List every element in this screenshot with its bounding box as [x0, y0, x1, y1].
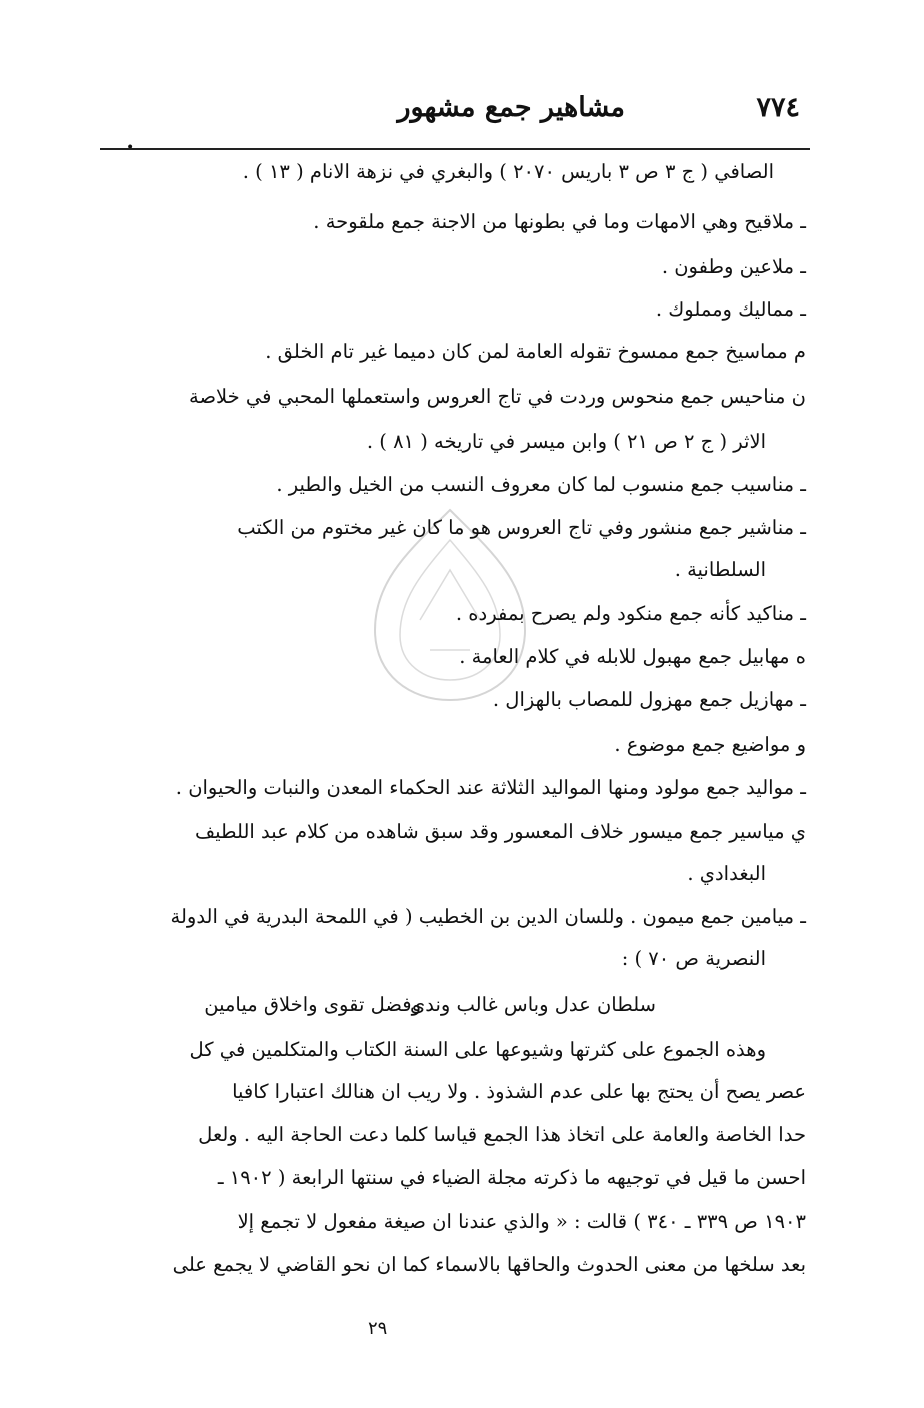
text-line: م مماسيخ جمع ممسوخ تقوله العامة لمن كان دميما غير تام الخلق .: [265, 340, 806, 363]
text-line: ـ مماليك ومملوك .: [655, 298, 806, 321]
text-line: ـ ملاقيح وهي الامهات وما في بطونها من الاجنة جمع ملقوحة .: [313, 210, 806, 233]
text-line: السلطانية .: [674, 558, 766, 581]
text-line: ه مهابيل جمع مهبول للابله في كلام العامة .: [459, 645, 806, 668]
text-line: ي مياسير جمع ميسور خلاف المعسور وقد سبق شاهده من كلام عبد اللطيف: [194, 820, 806, 843]
verse-second-hemistich: وفضل تقوى واخلاق ميامين: [204, 993, 421, 1016]
text-line: ـ مواليد جمع مولود ومنها المواليد الثلاثة عند الحكماء المعدن والنبات والحيوان .: [175, 776, 806, 799]
text-line: البغدادي .: [687, 862, 766, 885]
header-rule-mark: •: [126, 140, 135, 156]
text-line: الاثر ( ج ٢ ص ٢١ ) وابن ميسر في تاريخه ( ٨١ ) .: [366, 430, 766, 453]
text-line: ـ مناشير جمع منشور وفي تاج العروس هو ما كان غير مختوم من الكتب: [237, 516, 806, 539]
text-line: الصافي ( ج ٣ ص ٣ باريس ٢٠٧٠ ) والبغري في نزهة الانام ( ١٣ ) .: [242, 160, 774, 183]
header-rule: [100, 148, 810, 150]
text-line: ـ ملاعين وطفون .: [661, 255, 806, 278]
page-number: ٧٧٤: [756, 92, 800, 123]
paragraph-line: بعد سلخها من معنى الحدوث والحاقها بالاسماء كما ان نحو القاضي لا يجمع على: [172, 1253, 806, 1276]
paragraph-line: وهذه الجموع على كثرتها وشيوعها على السنة الكتاب والمتكلمين في كل: [189, 1038, 766, 1061]
text-line: ـ مهازيل جمع مهزول للمصاب بالهزال .: [492, 688, 806, 711]
text-line: ن مناحيس جمع منحوس وردت في تاج العروس واستعملها المحبي في خلاصة: [189, 385, 806, 408]
verse-first-hemistich: سلطان عدل وباس غالب وندى: [409, 993, 656, 1016]
paragraph-line: حدا الخاصة والعامة على اتخاذ هذا الجمع قياسا كلما دعت الحاجة اليه . ولعل: [198, 1123, 806, 1146]
paragraph-line: عصر يصح أن يحتج بها على عدم الشذوذ . ولا ريب ان هنالك اعتبارا كافيا: [232, 1080, 806, 1103]
paragraph-line: احسن ما قيل في توجيهه ما ذكرته مجلة الضياء في سنتها الرابعة ( ١٩٠٢ ـ: [217, 1166, 806, 1189]
text-line: النصرية ص ٧٠ ) :: [621, 947, 766, 970]
text-line: ـ ميامين جمع ميمون . وللسان الدين بن الخطيب ( في اللمحة البدرية في الدولة: [170, 905, 806, 928]
page-header: [100, 92, 800, 138]
text-line: و مواضيع جمع موضوع .: [614, 733, 806, 756]
paragraph-line: ١٩٠٣ ص ٣٣٩ ـ ٣٤٠ ) قالت : « والذي عندنا ان صيغة مفعول لا تجمع إلا: [237, 1210, 806, 1233]
signature-mark: ٢٩: [368, 1318, 388, 1339]
text-line: ـ مناسيب جمع منسوب لما كان معروف النسب من الخيل والطير .: [276, 473, 806, 496]
text-line: ـ مناكيد كأنه جمع منكود ولم يصرح بمفرده .: [455, 602, 806, 625]
running-title: مشاهير جمع مشهور: [397, 92, 625, 123]
